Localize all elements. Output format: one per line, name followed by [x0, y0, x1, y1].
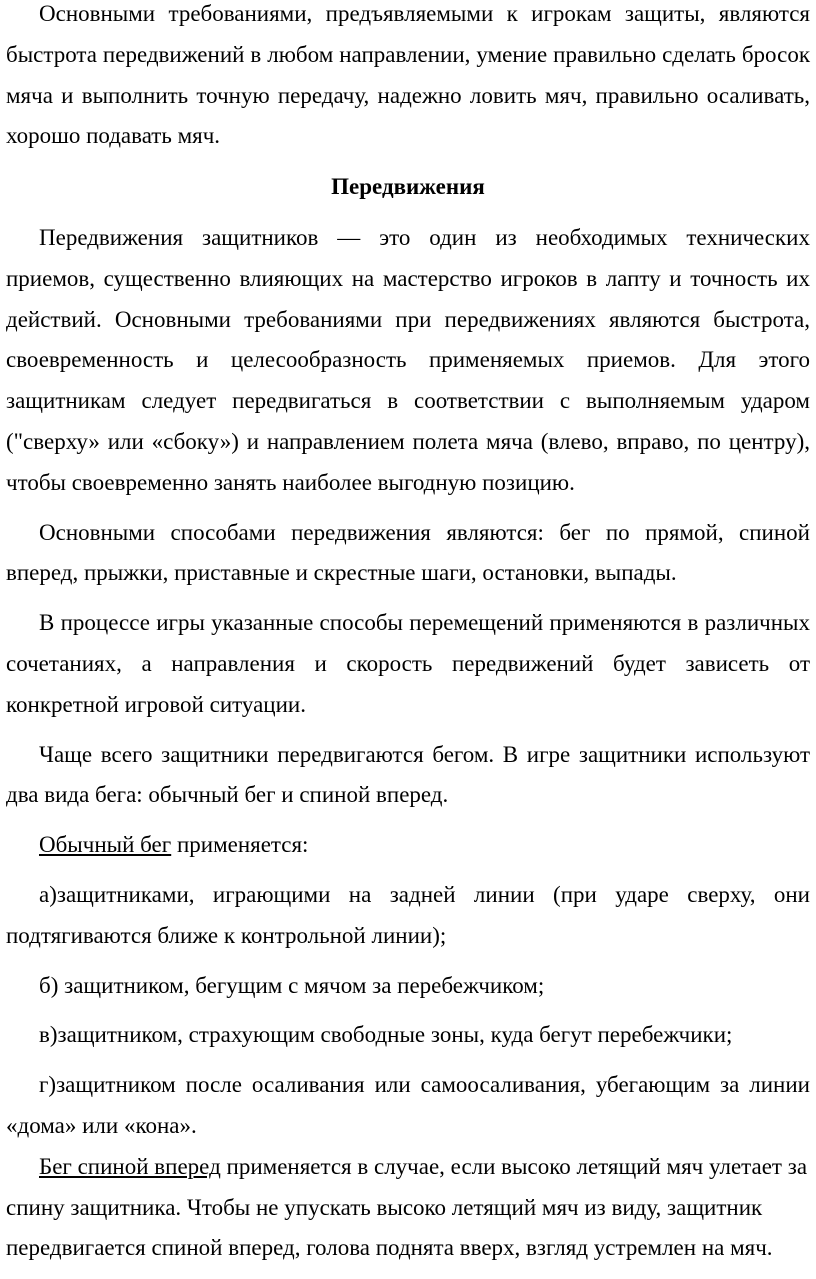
list-item-text: защитником после осаливания или самоосаливания, убегающим за линии «дома» или «кона».	[6, 1072, 810, 1138]
section-heading: Передвижения	[331, 174, 485, 200]
list-item	[6, 1015, 810, 1056]
intro-paragraph: Основными требованиями, предъявляемыми к игрокам защиты, являются быстрота передвижений в любом направлении, умение правильно сделать бросок мяча и выполнить точную передачу, надежно ловить мяч, правильно осаливать, хорошо подавать мяч.	[6, 1, 810, 149]
list-item-marker: г)	[39, 1072, 57, 1098]
movements-paragraph: Передвижения защитников — это один из необходимых технических приемов, существенно влияющих на мастерство игроков в лапту и точность их действий. Основными требованиями при передвижениях являются быстрота, своевременность и целесообразность применяемых приемов. Для этого защитникам следует передвигаться в соответствии с выполняемым ударом ("сверху» или «сбоку») и направлением полета мяча (влево, вправо, по центру), чтобы своевременно занять наиболее выгодную позицию.	[6, 224, 810, 495]
backward-run-paragraph	[6, 1147, 810, 1269]
combinations-paragraph: В процессе игры указанные способы перемещений применяются в различных сочетаниях, а направления и скорость передвижений будет зависеть от конкретной игровой ситуации.	[6, 610, 810, 717]
list-item	[6, 875, 810, 957]
backward-run-term: Бег спиной вперед	[39, 1153, 221, 1179]
list-item-text: защитником, страхующим свободные зоны, куда бегут перебежчики;	[57, 1022, 733, 1048]
list-item-text: защитниками, играющими на задней линии (при ударе сверху, они подтягиваются ближе к контрольной линии);	[6, 881, 810, 948]
regular-run-term: Обычный бег	[39, 832, 172, 858]
list-item-marker: б)	[39, 972, 65, 998]
methods-paragraph: Основными способами передвижения являются: бег по прямой, спиной вперед, прыжки, приставные и скрестные шаги, остановки, выпады.	[6, 519, 810, 586]
backward-run-rest: применяется в случае, если высоко летящий мяч улетает за спину защитника. Чтобы не упускать высоко летящий мяч из виду, защитник передвигается спиной вперед, голова поднята вверх, взгляд устремлен на мяч.	[6, 1153, 808, 1261]
running-paragraph: Чаще всего защитники передвигаются бегом. В игре защитники используют два вида бега: обычный бег и спиной вперед.	[6, 741, 810, 808]
regular-run-rest: применяется:	[171, 832, 309, 858]
list-item	[6, 1065, 810, 1147]
list-item-marker: а)	[39, 881, 57, 907]
list-item-marker: в)	[39, 1022, 58, 1048]
regular-run-paragraph	[6, 825, 810, 866]
list-item	[6, 966, 810, 1007]
list-item-text: защитником, бегущим с мячом за перебежчиком;	[64, 972, 545, 998]
